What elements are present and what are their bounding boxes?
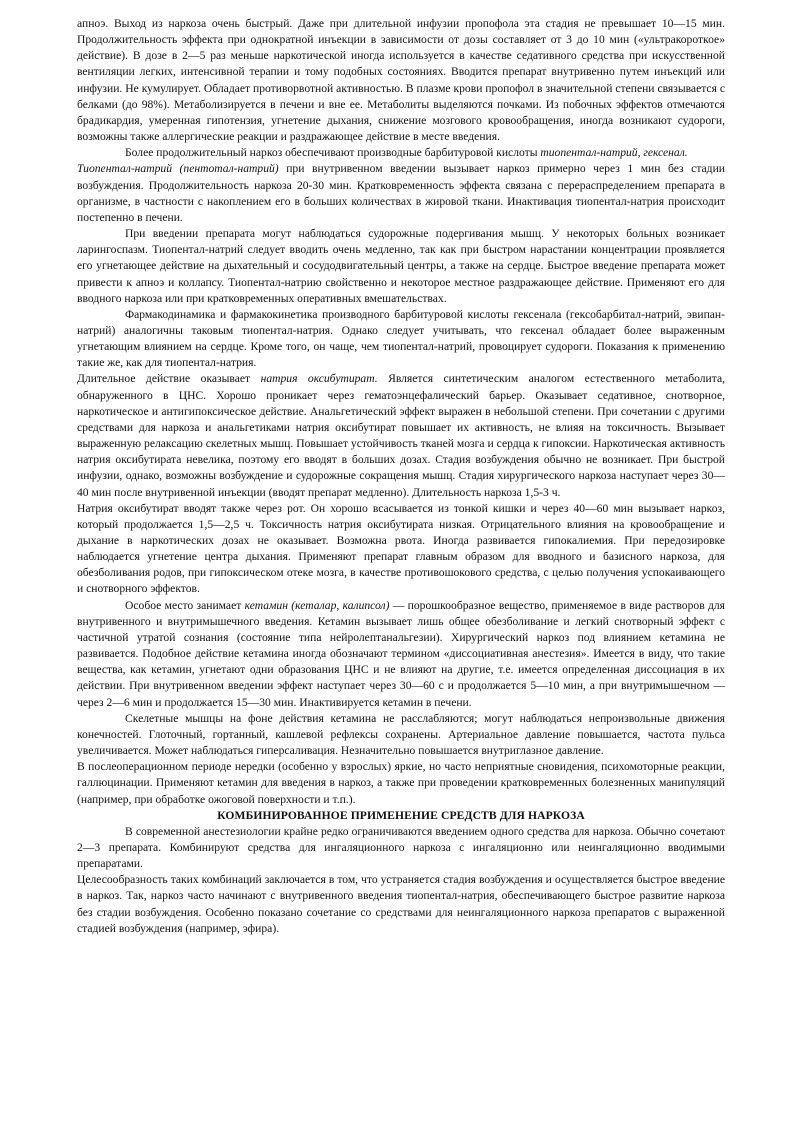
paragraph [77, 872, 725, 937]
text-run: Более продолжительный наркоз обеспечивают производные барбитуровой кислоты [125, 146, 541, 160]
paragraph [77, 145, 725, 161]
paragraph [77, 161, 725, 226]
text-run: Целесообразность таких комбинаций заключается в том, что устраняется стадия возбуждения и осуществляется быстрое введение в наркоз. Так, наркоз часто начинают с внутривенного введения тиопентал-натрия, обеспечивающего быстрое развитие наркоза без стадии возбуждения. Особенно показано сочетание со средствами для неингаляционного наркоза препаратов с выраженной стадией возбуждения (например, эфира). [77, 873, 725, 935]
paragraph [77, 501, 725, 598]
text-run: Фармакодинамика и фармакокинетика производного барбитуровой кислоты гексенала (гексобарбитал-натрий, эвипан-натрий) аналогичны таковым тиопентал-натрия. Однако следует учитывать, что гексенал обладает более выраженным угнетающим влиянием на сердце. Кроме того, он чаще, чем тиопентал-натрий, провоцирует судороги. Показания к применению такие же, как для тиопентал-натрия. [77, 307, 725, 370]
paragraph [77, 16, 725, 145]
paragraph [77, 711, 725, 759]
italic-term: натрия оксибутират. [260, 372, 378, 386]
document-body [77, 16, 725, 808]
section-heading: КОМБИНИРОВАННОЕ ПРИМЕНЕНИЕ СРЕДСТВ ДЛЯ НАРКОЗА [217, 808, 585, 822]
text-run: Является синтетическим аналогом естественного метаболита, обнаруженного в ЦНС. Хорошо проникает через гематоэнцефалический барьер. Оказывает седативное, снотворное, наркотическое и антигипоксическое действие. Анальгетический эффект выражен в небольшой степени. При сочетании с другими средствами для наркоза и анальгетиками натрия оксибутират повышает их активность, не влияя на токсичность. Вызывает выраженную релаксацию скелетных мышц. Повышает устойчивость тканей мозга и сердца к гипоксии. Наркотическая активность натрия оксибутирата невелика, поэтому его вводят в больших дозах. Стадия возбуждения обычно не возникает. При быстрой инфузии, однако, возможны возбуждение и судорожные сокращения мышц. Стадия хирургического наркоза наступает через 30—40 мин после внутривенной инъекции (вводят препарат медленно). Длительность наркоза 1,5-3 ч. [77, 372, 726, 499]
text-run: Натрия оксибутират вводят также через рот. Он хорошо всасывается из тонкой кишки и через 40—60 мин вызывает наркоз, который продолжается 1,5—2,5 ч. Токсичность натрия оксибутирата низкая. Отрицательного влияния на кровообращение и дыхание в наркотических дозах не оказывает. Возможна рвота. Иногда развивается гипокалиемия. При передозировке наблюдается угнетение центра дыхания. Применяют препарат главным образом для вводного и базисного наркоза, для обезболивания родов, при гипоксическом отеке мозга, в качестве противошокового средства, с целью получения успокаивающего и снотворного эффектов. [77, 501, 725, 596]
italic-term: кетамин (кеталар, калипсол) [244, 598, 390, 612]
paragraph [77, 598, 725, 711]
italic-term: тиопентал-натрий, гексенал. [540, 146, 688, 160]
paragraph [77, 371, 725, 500]
text-run: — порошкообразное вещество, применяемое в виде растворов для внутривенного и внутримышечного введения. Кетамин вызывает лишь общее обезболивание и легкий снотворный эффект с частичной утратой сознания (состояние типа нейролептанальгезии). Хирургический наркоз под влиянием кетамина не развивается. Подобное действие кетамина иногда обозначают термином «диссоциативная анестезия». Имеется в виду, что такие вещества, как кетамин, угнетают одни образования ЦНС и не влияют на другие, т.е. имеется определенная диссоциация в их действии. При внутривенном введении эффект наступает через 30—60 с и продолжается 5—10 мин, а при внутримышечном — через 2—6 мин и продолжается 15—30 мин. Инактивируется кетамин в печени. [77, 598, 725, 709]
text-run: при внутривенном введении вызывает наркоз примерно через 1 мин без стадии возбуждения. Продолжительность наркоза 20-30 мин. Кратковременность эффекта связана с перераспределением препарата в организме, в частности с накоплением его в больших количествах в жировой ткани. Инактивация тиопентал-натрия происходит постепенно в печени. [77, 162, 725, 224]
text-run: В послеоперационном периоде нередки (особенно у взрослых) яркие, но часто неприятные сновидения, психомоторные реакции, галлюцинации. Применяют кетамин для введения в наркоз, а также при проведении кратковременных болезненных манипуляций (например, при обработке ожоговой поверхности и т.п.). [77, 760, 725, 806]
text-run: Скелетные мышцы на фоне действия кетамина не расслабляются; могут наблюдаться непроизвольные движения конечностей. Глоточный, гортанный, кашлевой рефлексы сохранены. Артериальное давление повышается, частота пульса увеличивается. Может наблюдаться гиперсаливация. Незначительно повышается внутриглазное давление. [77, 711, 725, 758]
paragraph [77, 759, 725, 807]
document-page [77, 16, 725, 937]
text-run: В современной анестезиологии крайне редко ограничиваются введением одного средства для наркоза. Обычно сочетают 2—3 препарата. Комбинируют средства для ингаляционного наркоза с ингаляционно или неингаляционно вводимыми препаратами. [77, 824, 725, 871]
document-body-continued [77, 824, 725, 937]
text-run: Особое место занимает [125, 598, 245, 612]
paragraph [77, 824, 725, 872]
italic-term: Тиопентал-натрий (пентотал-натрий) [77, 162, 279, 176]
text-run: При введении препарата могут наблюдаться судорожные подергивания мышц. У некоторых больных возникает ларингоспазм. Тиопентал-натрий следует вводить очень медленно, так как при быстром нарастании концентрации проявляется его угнетающее действие на дыхательный и сосудодвигательный центры, а также на сердце. Быстрое введение препарата может привести к апноэ и коллапсу. Тиопентал-натрию свойственно и некоторое местное раздражающее действие. Применяют его для вводного наркоза или при кратковременных оперативных вмешательствах. [77, 227, 725, 305]
paragraph [77, 226, 725, 307]
text-run: апноэ. Выход из наркоза очень быстрый. Даже при длительной инфузии пропофола эта стадия не превышает 10—15 мин. Продолжительность эффекта при однократной инъекции в зависимости от дозы составляет от 3 до 10 мин («ультракороткое» действие). В дозе в 2—5 раз меньше наркотической иногда используется в качестве седативного средства при искусственной вентиляции легких, интенсивной терапии и тому подобных состояниях. Вводится препарат внутривенно путем инъекций или инфузии. Не кумулирует. Обладает противорвотной активностью. В плазме крови пропофол в значительной степени связывается с белками (до 98%). Метаболизируется в печени и вне ее. Метаболиты выделяются почками. Из побочных эффектов отмечаются брадикардия, умеренная гипотензия, угнетение дыхания, снижение мозгового кровообращения, иногда возникают судороги, возможны также аллергические реакции и раздражающее действие в месте введения. [77, 17, 725, 144]
paragraph [77, 307, 725, 372]
text-run: Длительное действие оказывает [77, 372, 261, 386]
